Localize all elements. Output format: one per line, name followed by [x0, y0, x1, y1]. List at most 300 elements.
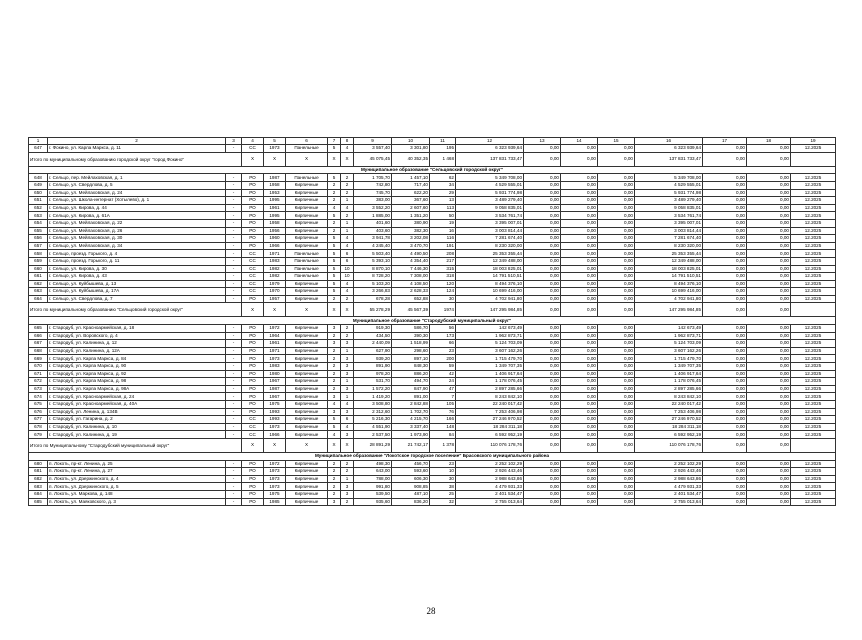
- table-cell: РО: [242, 363, 264, 371]
- table-cell: 0,00: [703, 212, 747, 220]
- table-cell: 654: [29, 219, 48, 227]
- table-row: [29, 408, 836, 416]
- table-cell: 5: [328, 280, 341, 288]
- table-cell: 935,60: [354, 498, 392, 506]
- table-cell: 0,00: [703, 401, 747, 409]
- table-cell: г. Стародуб, ул. Карла Маркса, д. 84: [48, 355, 226, 363]
- table-cell: 0,00: [703, 332, 747, 340]
- table-cell: г. Сельцо, ул. Кирова, д. 61А: [48, 212, 226, 220]
- table-cell: 2: [328, 378, 341, 386]
- table-cell: 0,00: [598, 393, 635, 401]
- table-cell: 0,00: [747, 475, 791, 483]
- table-cell: 1: [341, 393, 354, 401]
- table-cell: 0,00: [598, 460, 635, 468]
- table-cell: 12.2025: [791, 332, 836, 340]
- table-cell: г. Стародуб, ул. Калинина, д. 12: [48, 340, 226, 348]
- table-cell: 6 592 952,19: [456, 431, 524, 439]
- table-cell: 195: [430, 145, 456, 153]
- subtotal-label: Итого по муниципальному образованию "Сельцовский городской округ": [29, 303, 242, 317]
- table-cell: 3 003 814,44: [456, 227, 524, 235]
- table-cell: 1 572,20: [354, 385, 392, 393]
- table-cell: -: [226, 475, 242, 483]
- table-cell: г. Сельцо, ул. Куйбышева, д. 13: [48, 280, 226, 288]
- table-cell: г. Сельцо, ул. Мейлаховская, д. 22: [48, 219, 226, 227]
- subtotal-cell: X: [341, 303, 354, 317]
- table-cell: 0,00: [524, 145, 561, 153]
- table-cell: 24: [430, 378, 456, 386]
- subtotal-cell: 0,00: [703, 152, 747, 166]
- table-cell: 1: [341, 378, 354, 386]
- table-cell: 4: [328, 204, 341, 212]
- table-cell: РО: [242, 189, 264, 197]
- table-cell: 0,00: [703, 475, 747, 483]
- table-cell: 4: [341, 145, 354, 153]
- table-cell: 8 243 842,10: [635, 393, 703, 401]
- table-cell: РО: [242, 378, 264, 386]
- table-cell: 59: [430, 363, 456, 371]
- table-cell: 1 351,20: [392, 212, 430, 220]
- table-cell: 2: [328, 295, 341, 303]
- table-cell: 0,00: [703, 355, 747, 363]
- table-cell: -: [226, 483, 242, 491]
- table-cell: 0,00: [598, 288, 635, 296]
- table-cell: 6 592 952,19: [635, 431, 703, 439]
- table-cell: 0,00: [598, 431, 635, 439]
- table-cell: 0,00: [561, 288, 598, 296]
- table-cell: 367,60: [392, 197, 430, 205]
- table-cell: Панельные: [286, 250, 328, 258]
- subtotal-cell: X: [264, 438, 286, 452]
- page-number: 28: [426, 606, 436, 616]
- table-cell: 0,00: [747, 401, 791, 409]
- table-cell: Панельные: [286, 145, 328, 153]
- table-cell: 897,10: [392, 355, 430, 363]
- table-cell: 0,00: [561, 408, 598, 416]
- table-row: [29, 273, 836, 281]
- table-cell: 1 705,70: [354, 174, 392, 182]
- table-cell: 0,00: [747, 189, 791, 197]
- subtotal-cell: 137 831 733,47: [635, 152, 703, 166]
- table-cell: 1979: [264, 280, 286, 288]
- table-cell: 5 124 703,09: [456, 340, 524, 348]
- subtotal-cell: 0,00: [598, 303, 635, 317]
- table-cell: -: [226, 250, 242, 258]
- municipality-group-title: Муниципальное образование "Сельцовский городской округ": [29, 166, 836, 174]
- table-cell: 2: [341, 295, 354, 303]
- table-cell: 0,00: [703, 204, 747, 212]
- table-cell: 0,00: [703, 197, 747, 205]
- table-cell: 116: [430, 235, 456, 243]
- table-cell: 19: [430, 219, 456, 227]
- table-cell: 1 349 707,35: [635, 363, 703, 371]
- table-cell: 3: [328, 325, 341, 333]
- subtotal-label: Итого по муниципальному образованию городской округ "город Фокино": [29, 152, 242, 166]
- table-cell: 891,00: [392, 393, 430, 401]
- table-cell: 5: [328, 212, 341, 220]
- table-cell: 0,00: [747, 408, 791, 416]
- table-cell: 0,00: [561, 475, 598, 483]
- table-cell: 2: [341, 332, 354, 340]
- column-number-cell: 8: [341, 138, 354, 145]
- table-cell: Кирпичные: [286, 325, 328, 333]
- table-cell: 2: [328, 181, 341, 189]
- table-cell: 4: [341, 401, 354, 409]
- table-row: [29, 181, 836, 189]
- subtotal-cell: 147 295 984,85: [635, 303, 703, 317]
- table-cell: 0,00: [703, 288, 747, 296]
- table-cell: -: [226, 212, 242, 220]
- table-cell: 3 489 279,40: [635, 197, 703, 205]
- table-cell: 56: [430, 325, 456, 333]
- table-cell: 2 607,60: [392, 204, 430, 212]
- table-cell: 12.2025: [791, 250, 836, 258]
- table-cell: 3 489 279,40: [456, 197, 524, 205]
- table-cell: 2 926 443,46: [456, 468, 524, 476]
- table-cell: РО: [242, 468, 264, 476]
- table-cell: 0,00: [524, 204, 561, 212]
- table-cell: 0,00: [561, 460, 598, 468]
- table-cell: п. Локоть, ул. Маяковского, д. 3: [48, 498, 226, 506]
- table-row: [29, 468, 836, 476]
- table-cell: 0,00: [747, 242, 791, 250]
- table-cell: -: [226, 174, 242, 182]
- table-cell: 0,00: [747, 174, 791, 182]
- table-cell: 0,00: [524, 212, 561, 220]
- table-cell: 0,00: [524, 498, 561, 506]
- table-cell: 8 243 842,10: [456, 393, 524, 401]
- table-cell: г. Сельцо, ул. Кирова, д. 43: [48, 273, 226, 281]
- table-cell: 4 245,40: [354, 242, 392, 250]
- table-cell: 1960: [264, 235, 286, 243]
- table-cell: 6: [341, 250, 354, 258]
- table-cell: -: [226, 468, 242, 476]
- table-cell: 6: [341, 257, 354, 265]
- table-cell: 742,80: [354, 181, 392, 189]
- table-cell: 2: [341, 460, 354, 468]
- table-cell: СС: [242, 431, 264, 439]
- table-cell: Кирпичные: [286, 280, 328, 288]
- table-cell: п. Локоть, пр-кт. Ленина, д. 25: [48, 460, 226, 468]
- table-cell: 0,00: [561, 431, 598, 439]
- table-cell: 0,00: [747, 257, 791, 265]
- table-cell: Кирпичные: [286, 227, 328, 235]
- subtotal-cell: X: [264, 152, 286, 166]
- table-cell: 12.2025: [791, 490, 836, 498]
- table-cell: 76: [430, 408, 456, 416]
- table-cell: Панельные: [286, 273, 328, 281]
- table-cell: 662: [29, 280, 48, 288]
- table-cell: 1964: [264, 332, 286, 340]
- table-cell: 2 440,09: [354, 340, 392, 348]
- subtotal-cell: X: [242, 303, 264, 317]
- subtotal-cell: 0,00: [561, 152, 598, 166]
- table-cell: г. Сельцо, ул. Мейлаховская, д. 34: [48, 242, 226, 250]
- table-cell: 2: [328, 385, 341, 393]
- table-cell: 2: [328, 490, 341, 498]
- subtotal-cell: 55 278,29: [354, 303, 392, 317]
- table-cell: 0,00: [598, 340, 635, 348]
- column-number-cell: 7: [328, 138, 341, 145]
- table-cell: 5: [328, 265, 341, 273]
- table-cell: г. Сельцо, ул. Мейлаховская, д. 24: [48, 189, 226, 197]
- table-cell: 0,00: [561, 174, 598, 182]
- table-cell: 3 202,08: [392, 235, 430, 243]
- table-cell: 0,00: [703, 431, 747, 439]
- table-cell: 919,30: [354, 325, 392, 333]
- column-number-cell: 2: [48, 138, 226, 145]
- table-cell: РО: [242, 219, 264, 227]
- table-cell: Кирпичные: [286, 370, 328, 378]
- table-cell: 3 557,40: [354, 145, 392, 153]
- table-cell: 0,00: [561, 490, 598, 498]
- table-cell: 12.2025: [791, 288, 836, 296]
- table-cell: 120: [430, 280, 456, 288]
- table-cell: 5 103,20: [354, 280, 392, 288]
- table-cell: -: [226, 242, 242, 250]
- table-cell: 2 312,60: [354, 408, 392, 416]
- table-cell: г. Сельцо, ул. Кирова, д. 30: [48, 265, 226, 273]
- table-cell: 606,30: [392, 475, 430, 483]
- municipality-group-row: [29, 317, 836, 325]
- column-number-cell: 1: [29, 138, 48, 145]
- table-cell: 29: [430, 189, 456, 197]
- table-cell: 4 551,90: [354, 423, 392, 431]
- table-row: [29, 212, 836, 220]
- table-cell: 0,00: [598, 204, 635, 212]
- table-row: [29, 197, 836, 205]
- table-cell: 5: [328, 273, 341, 281]
- table-cell: 0,00: [524, 475, 561, 483]
- table-cell: 38: [430, 483, 456, 491]
- table-cell: 678: [29, 423, 48, 431]
- table-cell: 4: [341, 280, 354, 288]
- table-cell: 0,00: [561, 197, 598, 205]
- subtotal-cell: 1 468: [430, 152, 456, 166]
- table-cell: 0,00: [598, 265, 635, 273]
- table-cell: 0,00: [524, 273, 561, 281]
- table-cell: 0,00: [747, 332, 791, 340]
- table-cell: 487,10: [392, 490, 430, 498]
- table-cell: 685: [29, 498, 48, 506]
- table-cell: 12.2025: [791, 257, 836, 265]
- table-cell: 669: [29, 355, 48, 363]
- table-cell: 1 973,90: [392, 431, 430, 439]
- table-cell: 652,88: [392, 295, 430, 303]
- column-number-cell: 17: [703, 138, 747, 145]
- table-cell: 0,00: [524, 370, 561, 378]
- table-cell: 0,00: [524, 197, 561, 205]
- table-cell: 4: [328, 431, 341, 439]
- table-cell: 148: [430, 423, 456, 431]
- table-cell: г. Стародуб, ул. Карла Маркса, д. 98: [48, 378, 226, 386]
- column-number-cell: 18: [747, 138, 791, 145]
- table-cell: 0,00: [598, 355, 635, 363]
- table-cell: 10: [341, 265, 354, 273]
- table-cell: 1957: [264, 295, 286, 303]
- table-cell: 0,00: [703, 295, 747, 303]
- table-cell: 113: [430, 204, 456, 212]
- table-cell: 0,00: [561, 204, 598, 212]
- table-cell: 0,00: [561, 363, 598, 371]
- table-cell: 315: [430, 265, 456, 273]
- table-cell: 0,00: [524, 355, 561, 363]
- table-cell: 380,90: [392, 219, 430, 227]
- table-cell: 0,00: [703, 257, 747, 265]
- table-cell: г. Сельцо, пер. Мейлаховская, д. 1: [48, 174, 226, 182]
- table-cell: РО: [242, 227, 264, 235]
- table-cell: 1971: [264, 250, 286, 258]
- table-cell: Кирпичные: [286, 288, 328, 296]
- table-cell: г. Стародуб, ул. Карла Маркса, д. 92: [48, 370, 226, 378]
- table-cell: 1 518,99: [392, 340, 430, 348]
- column-number-cell: 13: [524, 138, 561, 145]
- subtotal-cell: 110 076 178,76: [635, 438, 703, 452]
- table-cell: 0,00: [524, 347, 561, 355]
- table-cell: 531,70: [354, 378, 392, 386]
- table-cell: 3 470,70: [392, 242, 430, 250]
- table-cell: СС: [242, 145, 264, 153]
- table-cell: 12.2025: [791, 212, 836, 220]
- table-cell: 0,00: [703, 280, 747, 288]
- table-cell: 1975: [264, 490, 286, 498]
- table-cell: 66: [430, 340, 456, 348]
- table-cell: 2 628,33: [392, 288, 430, 296]
- table-cell: РО: [242, 235, 264, 243]
- table-cell: 3: [341, 408, 354, 416]
- table-cell: 0,00: [747, 273, 791, 281]
- table-cell: 2 926 443,46: [635, 468, 703, 476]
- table-cell: 3 607 162,26: [635, 347, 703, 355]
- table-cell: 32: [430, 498, 456, 506]
- table-cell: 2 897 285,66: [635, 385, 703, 393]
- table-cell: 12.2025: [791, 460, 836, 468]
- table-cell: г. Сельцо, проезд. Горького, д. 4: [48, 250, 226, 258]
- table-cell: РО: [242, 340, 264, 348]
- table-cell: 0,00: [747, 393, 791, 401]
- table-cell: 0,00: [703, 498, 747, 506]
- table-cell: 1973: [264, 355, 286, 363]
- table-cell: 217: [430, 257, 456, 265]
- table-cell: 0,00: [747, 423, 791, 431]
- table-cell: РО: [242, 355, 264, 363]
- table-cell: 1967: [264, 393, 286, 401]
- table-cell: 939,20: [354, 355, 392, 363]
- table-cell: 12.2025: [791, 189, 836, 197]
- table-cell: 8 728,20: [354, 273, 392, 281]
- table-cell: 0,00: [561, 401, 598, 409]
- table-cell: 0,00: [703, 363, 747, 371]
- table-cell: 1973: [264, 423, 286, 431]
- table-cell: 4 108,50: [392, 280, 430, 288]
- table-cell: 9 058 835,01: [456, 204, 524, 212]
- subtotal-cell: 1 378: [430, 438, 456, 452]
- table-cell: 0,00: [524, 242, 561, 250]
- table-cell: 0,00: [598, 483, 635, 491]
- subtotal-cell: 45 075,45: [354, 152, 392, 166]
- table-cell: 7: [430, 393, 456, 401]
- table-cell: 18 003 825,01: [456, 265, 524, 273]
- table-cell: -: [226, 145, 242, 153]
- table-cell: 1 178 076,45: [635, 378, 703, 386]
- table-cell: 1973: [264, 145, 286, 153]
- table-cell: Кирпичные: [286, 219, 328, 227]
- table-cell: 1972: [264, 325, 286, 333]
- table-cell: 0,00: [524, 227, 561, 235]
- table-cell: 0,00: [598, 212, 635, 220]
- table-cell: 0,00: [561, 325, 598, 333]
- table-cell: РО: [242, 174, 264, 182]
- table-cell: 12.2025: [791, 393, 836, 401]
- table-cell: г. Сельцо, проезд. Горького, д. 11: [48, 257, 226, 265]
- table-cell: 401,60: [354, 219, 392, 227]
- table-cell: -: [226, 295, 242, 303]
- table-cell: 8 230 320,00: [456, 242, 524, 250]
- table-cell: 2 401 534,47: [456, 490, 524, 498]
- table-cell: 0,00: [524, 288, 561, 296]
- table-cell: 0,00: [524, 265, 561, 273]
- table-cell: 0,00: [561, 355, 598, 363]
- table-cell: 4 702 941,80: [456, 295, 524, 303]
- table-cell: 649: [29, 181, 48, 189]
- table-cell: 5: [328, 174, 341, 182]
- table-cell: СС: [242, 423, 264, 431]
- subtotal-cell: X: [286, 438, 328, 452]
- table-cell: 658: [29, 250, 48, 258]
- table-row: [29, 288, 836, 296]
- column-number-cell: 3: [226, 138, 242, 145]
- table-row: [29, 498, 836, 506]
- table-cell: Кирпичные: [286, 242, 328, 250]
- table-cell: 7 281 674,40: [456, 235, 524, 243]
- table-cell: 0,00: [561, 273, 598, 281]
- table-cell: 5: [328, 242, 341, 250]
- table-cell: 2 252 102,29: [635, 460, 703, 468]
- table-cell: 1 178 076,45: [456, 378, 524, 386]
- table-cell: 403,60: [354, 227, 392, 235]
- table-cell: 0,00: [703, 250, 747, 258]
- table-cell: 0,00: [524, 235, 561, 243]
- table-cell: -: [226, 416, 242, 424]
- table-cell: -: [226, 393, 242, 401]
- table-cell: -: [226, 347, 242, 355]
- table-cell: 656: [29, 235, 48, 243]
- subtotal-cell: 0,00: [747, 438, 791, 452]
- table-cell: СС: [242, 250, 264, 258]
- table-cell: 0,00: [747, 460, 791, 468]
- table-cell: 0,00: [598, 416, 635, 424]
- subtotal-cell: 0,00: [747, 152, 791, 166]
- table-cell: 652: [29, 204, 48, 212]
- table-cell: 12.2025: [791, 370, 836, 378]
- table-row: [29, 280, 836, 288]
- table-cell: 667: [29, 340, 48, 348]
- table-cell: -: [226, 197, 242, 205]
- table-cell: 12.2025: [791, 468, 836, 476]
- table-cell: 848,30: [392, 363, 430, 371]
- table-cell: 682: [29, 475, 48, 483]
- table-cell: 12.2025: [791, 475, 836, 483]
- table-cell: 0,00: [524, 174, 561, 182]
- table-cell: 3: [341, 370, 354, 378]
- table-cell: Кирпичные: [286, 355, 328, 363]
- table-cell: 5 931 774,98: [456, 189, 524, 197]
- table-cell: 34: [430, 181, 456, 189]
- table-cell: 0,00: [598, 385, 635, 393]
- table-cell: -: [226, 235, 242, 243]
- table-cell: 5 349 708,00: [456, 174, 524, 182]
- table-cell: 0,00: [598, 423, 635, 431]
- table-row: [29, 355, 836, 363]
